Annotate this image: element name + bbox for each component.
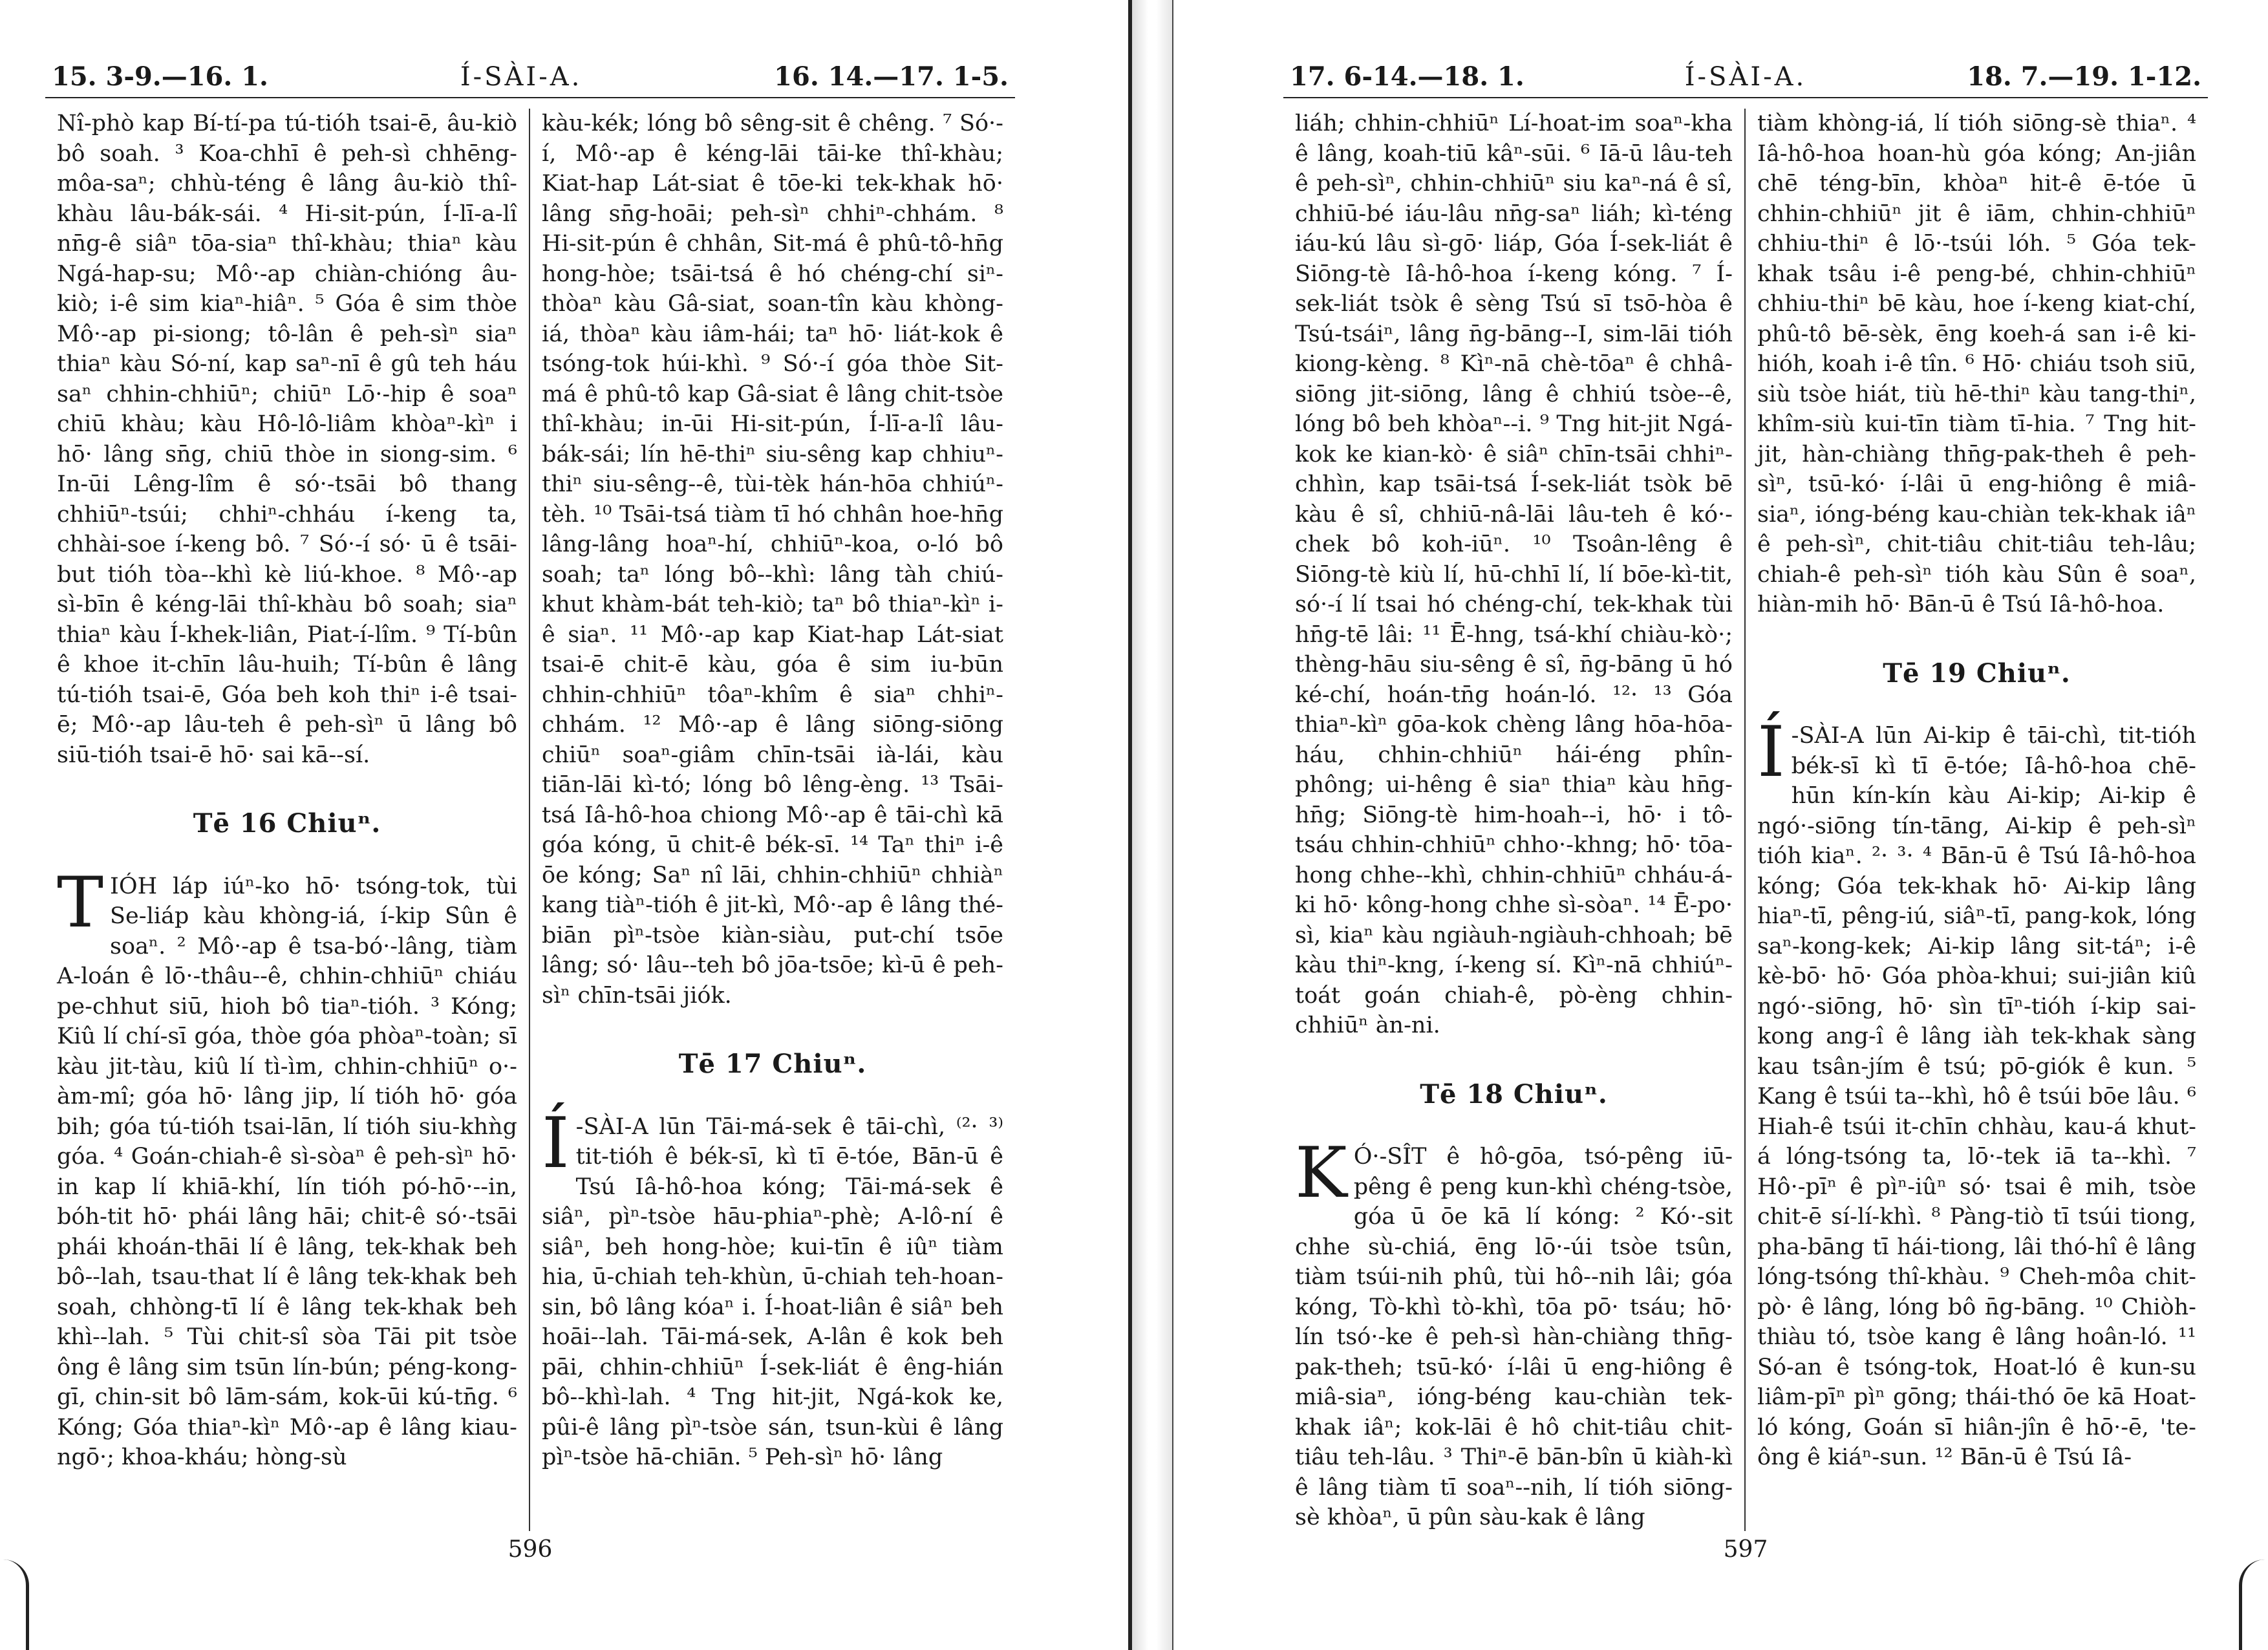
chapter-heading: Tē 19 Chiuⁿ. [1883, 658, 2071, 689]
page-corner-left [0, 1559, 29, 1650]
header-verse-range-end: 16. 14.—17. 1-5. [774, 61, 1009, 92]
running-header [45, 58, 1015, 98]
body-paragraph: tiàm khòng-iá, lí tióh siōng-sè thiaⁿ. ⁴ Iâ-hô-hoa hoan-hù góa kóng; An-jiân chē téng-bīn, khòaⁿ hit-ê ē-tóe ū chhin-chhiūⁿ jit ê iām, chhin-chhiūⁿ chhiu-thiⁿ ê lō·-tsúi lóh. ⁵ Góa tek-khak tsâu i-ê peng-bé, chhin-chhiūⁿ chhiu-thiⁿ bē kàu, hoe í-keng kiat-chí, phû-tô bē-sèk, ēng koeh-á san i-ê ki-hióh, koah i-ê tîn. ⁶ Hō· chiáu tsoh siū, siù tsòe hiát, tiù hē-thiⁿ kàu tang-thiⁿ, khîm-siù kui-tīn tiàm tī-hia. ⁷ Tng hit-jit, hàn-chiàng thn̄g-pak-theh ê peh-sìⁿ, tsū-kó· í-lâi ū eng-hiông ê miâ-siaⁿ, ióng-béng kau-chiàn tek-khak iâⁿ ê peh-sìⁿ, chit-tiâu chit-tiâu teh-lâu; chiah-ê peh-sìⁿ tióh kàu Sûn ê soaⁿ, hiàn-mih hō· Bān-ū ê Tsú Iâ-hô-hoa. [1757, 111, 2196, 617]
body-paragraph [1757, 712, 2196, 1473]
chapter-heading: Tē 17 Chiuⁿ. [678, 1049, 867, 1079]
column-left [45, 109, 530, 1531]
drop-cap: Í [542, 1102, 570, 1184]
paragraph-text: IÓH láp iúⁿ-ko hō· tsóng-tok, tùi Se-liáp kàu khòng-iá, í-kip Sûn ê soaⁿ. ² Mô·-ap ê tsa-bó·-lâng, tiàm A-loán ê lō·-thâu--ê, chhin-chhiūⁿ chiáu pe-chhut siū, hioh bô tiaⁿ-tióh. ³ Kóng; Kiû lí chí-sī góa, thòe góa phòaⁿ-toàn; sī kàu jit-tàu, kiû lí tì-ìm, chhin-chhiūⁿ o·-àm-mî; góa hō· lâng jip, lí tióh hō· góa bih; góa tú-tióh tsai-lān, lí tióh siu-khǹg góa. ⁴ Goán-chiah-ê sì-sòaⁿ ê peh-sìⁿ hō· in kap lí khiā-khí, lín tióh pó-hō·--in, bóh-tit hō· phái lâng hāi; chit-ê só·-tsāi phái khoán-thāi lí ê lâng, tek-khak beh bô--lah, tsau-that lí ê lâng tek-khak beh soah, chhòng-tī lí ê lâng tek-khak beh khì--lah. ⁵ Tùi chit-sî sòa Tāi pit tsòe ông ê lâng sim tsūn lín-bún; péng-kong-gī, chin-sit bô lām-sám, kok-ūi kú-tn̄g. ⁶ Kóng; Góa thiaⁿ-kìⁿ Mô·-ap ê lâng kiau-ngō·; khoa-kháu; hòng-sù [57, 873, 517, 1470]
header-book-title: Í-SÀI-A. [460, 62, 583, 92]
left-page [45, 58, 1015, 1610]
drop-cap: Í [1757, 712, 1785, 793]
page-number: 597 [1723, 1536, 1768, 1563]
book-spine [1128, 0, 1173, 1650]
right-page [1283, 58, 2208, 1610]
column-right [1746, 109, 2208, 1531]
page-number: 596 [508, 1536, 553, 1563]
header-verse-range-start: 17. 6-14.—18. 1. [1290, 61, 1524, 92]
header-verse-range-end: 18. 7.—19. 1-12. [1967, 61, 2201, 92]
body-paragraph: kàu-kék; lóng bô sêng-sit ê chêng. ⁷ Só·-í, Mô·-ap ê kéng-lāi tāi-ke thî-khàu; Kiat-hap Lát-siat ê tōe-ki tek-khak hō· lâng sn̄g-hoāi; peh-sìⁿ chhiⁿ-chhám. ⁸ Hi-sit-pún ê chhân, Sit-má ê phû-tô-hn̄g hong-hòe; tsāi-tsá ê hó chéng-chí siⁿ-thòaⁿ kàu Gâ-siat, soan-tîn kàu khòng-iá, thòaⁿ kàu iâm-hái; taⁿ hō· liát-kok ê tsóng-tok húi-khì. ⁹ Só·-í góa thòe Sit-má ê phû-tô kap Gâ-siat ê lâng chit-tsòe thî-khàu; in-ūi Hi-sit-pún, Í-lī-a-lî lâu-bák-sái; lín hē-thiⁿ siu-sêng kap chhiuⁿ-thiⁿ siu-sêng--ê, tùi-tèk hán-hōa chhiúⁿ-tèh. ¹⁰ Tsāi-tsá tiàm tī hó chhân hoe-hn̄g lâng-lâng hoaⁿ-hí, chhiūⁿ-koa, o-ló bô soah; taⁿ lóng bô--khì: lâng tàh chiú-khut khàm-bát teh-kiò; taⁿ bô thiaⁿ-kìⁿ i-ê siaⁿ. ¹¹ Mô·-ap kap Kiat-hap Lát-siat tsai-ē chit-ē kàu, góa ê sim iu-būn chhin-chhiūⁿ tôaⁿ-khîm ê siaⁿ chhiⁿ-chhám. ¹² Mô·-ap ê lâng siōng-siōng chiūⁿ soaⁿ-giâm chīn-tsāi ià-lái, kàu tiān-lāi kì-tó; lóng bô lêng-èng. ¹³ Tsāi-tsá Iâ-hô-hoa chiong Mô·-ap ê tāi-chì kā góa kóng, ū chit-ê bék-sī. ¹⁴ Taⁿ thiⁿ i-ê ōe kóng; Saⁿ nî lāi, chhin-chhiūⁿ chhiàⁿ kang tiàⁿ-tióh ê jit-kì, Mô·-ap ê lâng thé-biān pìⁿ-tsòe kiàn-siàu, put-chí tsōe lâng; só· lâu--teh bô jōa-tsōe; kì-ū ê peh-sìⁿ chīn-tsāi jiók. [542, 111, 1003, 1009]
body-paragraph [542, 1102, 1003, 1473]
chapter-heading: Tē 16 Chiuⁿ. [193, 808, 381, 839]
text-columns [1283, 109, 2208, 1531]
paragraph-text: -SÀI-A lūn Ai-kip ê tāi-chì, tit-tióh bék-sī kì tī ē-tóe; Iâ-hô-hoa chē-hūn kín-kín kàu Ai-kip; Ai-kip ê ngó·-siōng tín-tāng, Ai-kip ê peh-sìⁿ tióh kiaⁿ. ²· ³· ⁴ Bān-ū ê Tsú Iâ-hô-hoa kóng; Góa tek-khak hō· Ai-kip lâng hiaⁿ-tī, pêng-iú, siâⁿ-tī, pang-kok, lóng saⁿ-kong-kek; Ai-kip lâng sit-táⁿ; i-ê kè-bō· hō· Góa phòa-khui; sui-jiân kiû ngó·-siōng, hō· sìn tīⁿ-tióh í-kip sai-kong ang-î ê lâng iàh tek-khak sàng kau tsân-jím ê tsú; pō-giók ê kun. ⁵ Kang ê tsúi ta--khì, hô ê tsúi bōe lâu. ⁶ Hiah-ê tsúi it-chīn chhàu, kau-á khut-á lóng-tsóng ta, lō·-tek iā ta--khì. ⁷ Hô·-pīⁿ ê pìⁿ-iûⁿ só· tsai ê mih, tsòe chit-ē sí-lí-khì. ⁸ Pàng-tiò tī tsúi tiong, pha-bāng tī hái-tiong, lâi thó-hî ê lâng lóng-tsóng thî-khàu. ⁹ Cheh-môa chit-pò· ê lâng, lóng bô n̄g-bāng. ¹⁰ Chiòh-thiàu tó, tsòe kang ê lâng hoân-ló. ¹¹ Só-an ê tsóng-tok, Hoat-ló ê kun-su liâm-pīⁿ pìⁿ gōng; thái-thó ōe kā Hoat-ló kóng, Goán sī hiân-jîn ê hō·-ē, 'te-ông ê kiáⁿ-sun. ¹² Bān-ū ê Tsú Iâ- [1757, 723, 2196, 1470]
header-verse-range-start: 15. 3-9.—16. 1. [52, 61, 268, 92]
column-right [530, 109, 1015, 1531]
header-book-title: Í-SÀI-A. [1684, 62, 1807, 92]
drop-cap: K [1295, 1133, 1347, 1214]
body-paragraph [57, 862, 517, 1473]
column-left [1283, 109, 1746, 1531]
page-corner-right [2239, 1559, 2268, 1650]
body-paragraph: liáh; chhin-chhiūⁿ Lí-hoat-im soaⁿ-kha ê lâng, koah-tiū kâⁿ-sūi. ⁶ Iā-ū lâu-teh ê peh-sìⁿ, chhin-chhiūⁿ siu kaⁿ-ná ê sî, chhiū-bé iáu-lâu nn̄g-saⁿ liáh; kì-téng iáu-kú lâu sì-gō· liáp, Góa Í-sek-liát ê Siōng-tè Iâ-hô-hoa í-keng kóng. ⁷ Í-sek-liát tsòk ê sèng Tsú sī tsō-hòa ê Tsú-tsáiⁿ, lâng n̄g-bāng--I, sim-lāi tióh kiong-kèng. ⁸ Kìⁿ-nā chè-tōaⁿ ê chhâ-siōng jit-siōng, lâng ê chhiú tsòe--ê, lóng bô beh khòaⁿ--i. ⁹ Tng hit-jit Ngá-kok ke kian-kò· ê siâⁿ chīn-tsāi chhiⁿ-chhìn, kap tsāi-tsá Í-sek-liát tsòk bē kàu ê sî, chhiū-nâ-lāi lâu-teh ê kó·-chek bô koh-iūⁿ. ¹⁰ Tsoân-lêng ê Siōng-tè kiù lí, hū-chhī lí, lí bōe-kì-tit, só·-í lí tsai hó chéng-chí, tek-khak tùi hn̄g-tē lâi: ¹¹ Ē-hng, tsá-khí chiàu-kò·; thèng-hāu siu-sêng ê sî, n̄g-bāng ū hó ké-chí, hoán-tn̄g hoán-ló. ¹²· ¹³ Góa thiaⁿ-kìⁿ gōa-kok chèng lâng hōa-hōa-háu, chhin-chhiūⁿ hái-éng phîn-phông; ui-hêng ê siaⁿ thiaⁿ kàu hn̄g-hn̄g; Siōng-tè him-hoah--i, hō· i tô-tsáu chhin-chhiūⁿ chho·-khng; hō· tōa-hong chhe--khì, chhin-chhiūⁿ chháu-á-ki hō· kông-hong chhe sì-sòaⁿ. ¹⁴ Ē-po· sì, kiaⁿ kàu ngiàuh-ngiàuh-chhoah; bē kàu thiⁿ-kng, í-keng sí. Kìⁿ-nā chhiúⁿ-toát goán chiah-ê, pò-èng chhin-chhiūⁿ àn-ni. [1295, 111, 1733, 1038]
body-paragraph: Nî-phò kap Bí-tí-pa tú-tióh tsai-ē, âu-kiò bô soah. ³ Koa-chhī ê peh-sì chhēng-môa-saⁿ; chhù-téng ê lâng âu-kiò thî-khàu lâu-bák-sái. ⁴ Hi-sit-pún, Í-lī-a-lî nn̄g-ê siâⁿ tōa-siaⁿ thî-khàu; thiaⁿ kàu Ngá-hap-su; Mô·-ap chiàn-chióng âu-kiò; i-ê sim kiaⁿ-hiâⁿ. ⁵ Góa ê sim thòe Mô·-ap pi-siong; tô-lân ê peh-sìⁿ siaⁿ thiaⁿ kàu Só-ní, kap saⁿ-nī ê gû teh háu saⁿ chhin-chhiūⁿ; chiūⁿ Lō·-hip ê soaⁿ chiū khàu; kàu Hô-lô-liâm khòaⁿ-kìⁿ i hō· lâng sn̄g, chiū thòe in siong-sim. ⁶ In-ūi Lêng-lîm ê só·-tsāi bô thang chhiūⁿ-tsúi; chhiⁿ-chháu í-keng ta, chhài-soe í-keng bô. ⁷ Só·-í só· ū ê tsāi-but tióh tòa--khì kè liú-khoe. ⁸ Mô·-ap sì-bīn ê kéng-lāi thî-khàu bô soah; siaⁿ thiaⁿ kàu Í-khek-liân, Piat-í-lîm. ⁹ Tí-bûn ê khoe it-chīn lâu-huih; Tí-bûn ê lâng tú-tióh tsai-ē, Góa beh koh thiⁿ i-ê tsai-ē; Mô·-ap lâu-teh ê peh-sìⁿ ū lâng bô siū-tióh tsai-ē hō· sai kā--sí. [57, 111, 517, 768]
drop-cap: T [57, 862, 104, 943]
chapter-heading: Tē 18 Chiuⁿ. [1420, 1078, 1608, 1109]
text-columns [45, 109, 1015, 1531]
running-header [1283, 58, 2208, 98]
paragraph-text: -SÀI-A lūn Tāi-má-sek ê tāi-chì, ⁽²· ³⁾ tit-tióh ê bék-sī, kì tī ē-tóe, Bān-ū ê Tsú Iâ-hô-hoa kóng; Tāi-má-sek ê siâⁿ, pìⁿ-tsòe hāu-phiaⁿ-phè; A-lô-ní ê siâⁿ, beh hong-hòe; kui-tīn ê iûⁿ tiàm hia, ū-chiah teh-khùn, ū-chiah teh-hoan-sin, bô lâng kóaⁿ i. Í-hoat-liân ê siâⁿ beh hoāi--lah. Tāi-má-sek, A-lân ê kok beh pāi, chhin-chhiūⁿ Í-sek-liát ê êng-hián bô--khì-lah. ⁴ Tng hit-jit, Ngá-kok ke, pûi-ê lâng pìⁿ-tsòe sán, tsun-kùi ê lâng pìⁿ-tsòe hā-chiān. ⁵ Peh-sìⁿ hō· lâng [542, 1113, 1003, 1470]
paragraph-text: Ó·-SÎT ê hô-gōa, tsó-pêng iū-pêng ê peng kun-khì chéng-tsòe, góa ū ōe kā lí kóng: ² Kó·-sit chhe sù-chiá, ēng lō·-úi tsòe tsûn, tiàm tsúi-nih phû, tùi hô--nih lâi; góa kóng, Tò-khì tò-khì, tōa pō· tsáu; hō· lín tsó·-ke ê peh-sì hàn-chiàng thn̄g-pak-theh; tsū-kó· í-lâi ū eng-hiông ê miâ-siaⁿ, ióng-béng kau-chiàn tek-khak iâⁿ; kok-lāi ê hô chit-tiâu chit-tiâu teh-lâu. ³ Thiⁿ-ē bān-bîn ū kiàh-kì ê lâng tiàm tī soaⁿ--nih, lí tióh siōng-sè khòaⁿ, ū pûn sàu-kak ê lâng [1295, 1144, 1733, 1530]
body-paragraph [1295, 1133, 1733, 1531]
